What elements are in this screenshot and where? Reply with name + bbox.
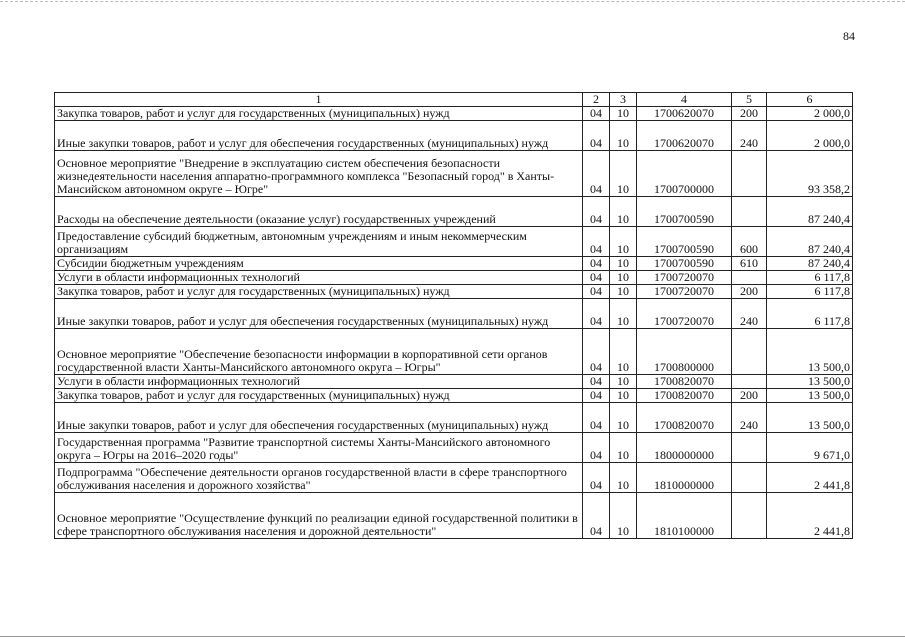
target-article-cell: 1700700000 bbox=[637, 151, 732, 197]
amount-cell: 2 000,0 bbox=[767, 107, 853, 121]
table-header-row bbox=[55, 93, 853, 107]
expense-type-cell: 610 bbox=[732, 257, 767, 271]
section-cell: 04 bbox=[583, 227, 610, 257]
table-row bbox=[55, 227, 853, 257]
subsection-cell: 10 bbox=[610, 257, 637, 271]
subsection-cell: 10 bbox=[610, 121, 637, 151]
amount-cell: 87 240,4 bbox=[767, 227, 853, 257]
amount-cell: 13 500,0 bbox=[767, 389, 853, 403]
amount-cell: 2 441,8 bbox=[767, 493, 853, 539]
section-cell: 04 bbox=[583, 107, 610, 121]
section-cell: 04 bbox=[583, 403, 610, 433]
name-cell: Иные закупки товаров, работ и услуг для обеспечения государственных (муниципальных) нужд bbox=[55, 403, 583, 433]
page-number: 84 bbox=[843, 29, 855, 43]
name-cell: Закупка товаров, работ и услуг для государственных (муниципальных) нужд bbox=[55, 107, 583, 121]
table-row bbox=[55, 285, 853, 299]
amount-cell: 93 358,2 bbox=[767, 151, 853, 197]
section-cell: 04 bbox=[583, 257, 610, 271]
subsection-cell: 10 bbox=[610, 493, 637, 539]
name-cell: Закупка товаров, работ и услуг для государственных (муниципальных) нужд bbox=[55, 285, 583, 299]
expense-type-cell bbox=[732, 197, 767, 227]
target-article-cell: 1810100000 bbox=[637, 493, 732, 539]
table-row bbox=[55, 197, 853, 227]
expense-type-cell: 200 bbox=[732, 285, 767, 299]
subsection-cell: 10 bbox=[610, 463, 637, 493]
target-article-cell: 1700700590 bbox=[637, 257, 732, 271]
budget-table bbox=[54, 92, 853, 539]
section-cell: 04 bbox=[583, 375, 610, 389]
amount-cell: 6 117,8 bbox=[767, 285, 853, 299]
target-article-cell: 1810000000 bbox=[637, 463, 732, 493]
expense-type-cell bbox=[732, 375, 767, 389]
subsection-cell: 10 bbox=[610, 151, 637, 197]
section-cell: 04 bbox=[583, 121, 610, 151]
name-cell: Основное мероприятие "Внедрение в эксплуатацию систем обеспечения безопасности жизнедеятельности населения аппаратно-программного комплекса "Безопасный город" в Ханты-Мансийском автономном округе – Югре" bbox=[55, 151, 583, 197]
section-cell: 04 bbox=[583, 389, 610, 403]
name-cell: Услуги в области информационных технологий bbox=[55, 375, 583, 389]
target-article-cell: 1700820070 bbox=[637, 389, 732, 403]
subsection-cell: 10 bbox=[610, 271, 637, 285]
target-article-cell: 1700820070 bbox=[637, 375, 732, 389]
amount-cell: 9 671,0 bbox=[767, 433, 853, 463]
header-cell-2: 2 bbox=[583, 93, 610, 107]
amount-cell: 2 000,0 bbox=[767, 121, 853, 151]
section-cell: 04 bbox=[583, 433, 610, 463]
table-row bbox=[55, 463, 853, 493]
amount-cell: 13 500,0 bbox=[767, 375, 853, 389]
subsection-cell: 10 bbox=[610, 285, 637, 299]
name-cell: Предоставление субсидий бюджетным, автономным учреждениям и иным некоммерческим организациям bbox=[55, 227, 583, 257]
name-cell: Основное мероприятие "Обеспечение безопасности информации в корпоративной сети органов государственной власти Ханты-Мансийского автономного округа – Югры" bbox=[55, 329, 583, 375]
target-article-cell: 1700620070 bbox=[637, 107, 732, 121]
name-cell: Иные закупки товаров, работ и услуг для обеспечения государственных (муниципальных) нужд bbox=[55, 299, 583, 329]
expense-type-cell: 200 bbox=[732, 107, 767, 121]
expense-type-cell: 240 bbox=[732, 299, 767, 329]
amount-cell: 6 117,8 bbox=[767, 271, 853, 285]
target-article-cell: 1700720070 bbox=[637, 285, 732, 299]
subsection-cell: 10 bbox=[610, 107, 637, 121]
scan-top-edge bbox=[0, 1, 905, 2]
target-article-cell: 1800000000 bbox=[637, 433, 732, 463]
target-article-cell: 1700820070 bbox=[637, 403, 732, 433]
table-row bbox=[55, 493, 853, 539]
section-cell: 04 bbox=[583, 493, 610, 539]
section-cell: 04 bbox=[583, 197, 610, 227]
target-article-cell: 1700700590 bbox=[637, 197, 732, 227]
amount-cell: 87 240,4 bbox=[767, 197, 853, 227]
section-cell: 04 bbox=[583, 285, 610, 299]
table-row bbox=[55, 299, 853, 329]
subsection-cell: 10 bbox=[610, 227, 637, 257]
table-row bbox=[55, 375, 853, 389]
expense-type-cell: 240 bbox=[732, 121, 767, 151]
expense-type-cell bbox=[732, 151, 767, 197]
scan-bottom-edge bbox=[0, 636, 905, 637]
section-cell: 04 bbox=[583, 299, 610, 329]
expense-type-cell bbox=[732, 271, 767, 285]
subsection-cell: 10 bbox=[610, 433, 637, 463]
header-cell-4: 4 bbox=[637, 93, 732, 107]
name-cell: Услуги в области информационных технологий bbox=[55, 271, 583, 285]
target-article-cell: 1700700590 bbox=[637, 227, 732, 257]
section-cell: 04 bbox=[583, 463, 610, 493]
name-cell: Основное мероприятие "Осуществление функций по реализации единой государственной политики в сфере транспортного обслуживания населения и дорожной деятельности" bbox=[55, 493, 583, 539]
subsection-cell: 10 bbox=[610, 329, 637, 375]
expense-type-cell bbox=[732, 493, 767, 539]
name-cell: Подпрограмма "Обеспечение деятельности органов государственной власти в сфере транспортного обслуживания населения и дорожного хозяйства" bbox=[55, 463, 583, 493]
expense-type-cell: 240 bbox=[732, 403, 767, 433]
section-cell: 04 bbox=[583, 151, 610, 197]
amount-cell: 6 117,8 bbox=[767, 299, 853, 329]
amount-cell: 2 441,8 bbox=[767, 463, 853, 493]
section-cell: 04 bbox=[583, 271, 610, 285]
subsection-cell: 10 bbox=[610, 403, 637, 433]
expense-type-cell: 600 bbox=[732, 227, 767, 257]
amount-cell: 13 500,0 bbox=[767, 329, 853, 375]
table-row bbox=[55, 151, 853, 197]
subsection-cell: 10 bbox=[610, 299, 637, 329]
target-article-cell: 1700800000 bbox=[637, 329, 732, 375]
name-cell: Иные закупки товаров, работ и услуг для обеспечения государственных (муниципальных) нужд bbox=[55, 121, 583, 151]
name-cell: Закупка товаров, работ и услуг для государственных (муниципальных) нужд bbox=[55, 389, 583, 403]
target-article-cell: 1700720070 bbox=[637, 299, 732, 329]
amount-cell: 87 240,4 bbox=[767, 257, 853, 271]
expense-type-cell: 200 bbox=[732, 389, 767, 403]
table-row bbox=[55, 403, 853, 433]
header-cell-1: 1 bbox=[55, 93, 583, 107]
table-row bbox=[55, 433, 853, 463]
table-row bbox=[55, 107, 853, 121]
name-cell: Государственная программа "Развитие транспортной системы Ханты-Мансийского автономного округа – Югры на 2016–2020 годы" bbox=[55, 433, 583, 463]
name-cell: Расходы на обеспечение деятельности (оказание услуг) государственных учреждений bbox=[55, 197, 583, 227]
expense-type-cell bbox=[732, 329, 767, 375]
table-row bbox=[55, 121, 853, 151]
target-article-cell: 1700720070 bbox=[637, 271, 732, 285]
amount-cell: 13 500,0 bbox=[767, 403, 853, 433]
header-cell-3: 3 bbox=[610, 93, 637, 107]
subsection-cell: 10 bbox=[610, 197, 637, 227]
table-row bbox=[55, 271, 853, 285]
section-cell: 04 bbox=[583, 329, 610, 375]
expense-type-cell bbox=[732, 433, 767, 463]
table-row bbox=[55, 329, 853, 375]
table-row bbox=[55, 389, 853, 403]
subsection-cell: 10 bbox=[610, 389, 637, 403]
subsection-cell: 10 bbox=[610, 375, 637, 389]
header-cell-6: 6 bbox=[767, 93, 853, 107]
header-cell-5: 5 bbox=[732, 93, 767, 107]
expense-type-cell bbox=[732, 463, 767, 493]
name-cell: Субсидии бюджетным учреждениям bbox=[55, 257, 583, 271]
target-article-cell: 1700620070 bbox=[637, 121, 732, 151]
table-row bbox=[55, 257, 853, 271]
